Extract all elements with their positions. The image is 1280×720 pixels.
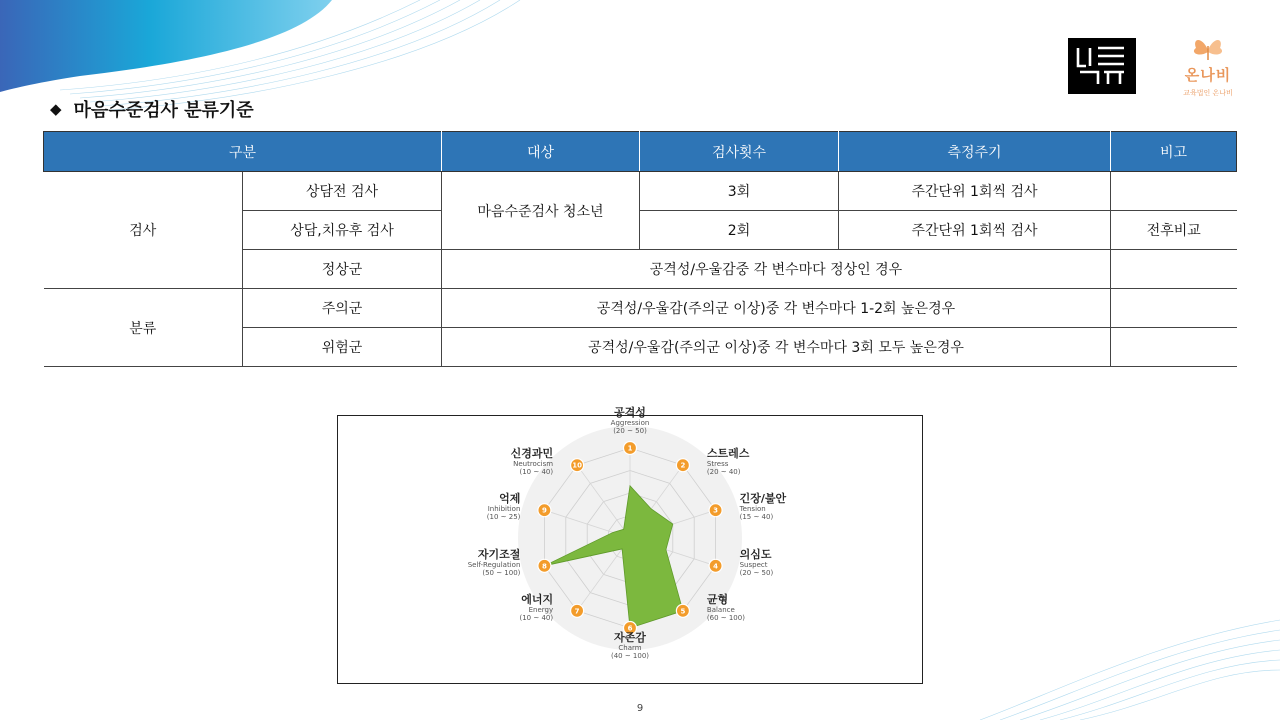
group-classification: 분류 bbox=[44, 289, 243, 367]
bullet-icon: ◆ bbox=[50, 100, 62, 118]
axis-label-name: 자기조절 bbox=[477, 547, 521, 561]
axis-number: 6 bbox=[627, 624, 633, 633]
row-cycle: 주간단위 1회씩 검사 bbox=[839, 211, 1111, 250]
axis-label-eng: Inhibition bbox=[487, 505, 521, 514]
axis-label-eng: Charm bbox=[618, 644, 642, 652]
axis-label-eng: Aggression bbox=[610, 419, 650, 427]
axis-number: 2 bbox=[680, 461, 686, 470]
row-note bbox=[1111, 250, 1237, 289]
header-category: 구분 bbox=[44, 132, 442, 172]
decorative-wave-bottom bbox=[980, 600, 1280, 720]
axis-number: 4 bbox=[713, 562, 719, 571]
row-note bbox=[1111, 289, 1237, 328]
radar-chart-frame bbox=[337, 406, 923, 684]
table-row bbox=[44, 172, 1237, 211]
table-header-row bbox=[44, 132, 1237, 172]
onnabi-logo bbox=[1168, 34, 1248, 100]
axis-label-name: 긴장/불안 bbox=[739, 492, 787, 506]
page-title-text: 마음수준검사 분류기준 bbox=[73, 100, 254, 121]
butterfly-icon bbox=[1188, 34, 1228, 64]
axis-number: 8 bbox=[541, 562, 547, 571]
row-note bbox=[1111, 172, 1237, 211]
row-note bbox=[1111, 328, 1237, 367]
axis-label-range: (20 ~ 40) bbox=[706, 468, 741, 477]
brand-logo-box bbox=[1068, 38, 1136, 94]
axis-label-eng: Balance bbox=[706, 605, 735, 614]
axis-number: 7 bbox=[574, 607, 580, 616]
row-cycle: 주간단위 1회씩 검사 bbox=[839, 172, 1111, 211]
row-description: 공격성/우울감중 각 변수마다 정상인 경우 bbox=[442, 250, 1111, 289]
axis-label-name: 억제 bbox=[499, 492, 521, 506]
row-target: 마음수준검사 청소년 bbox=[442, 172, 640, 250]
radar-chart bbox=[338, 406, 922, 683]
axis-label-eng: Suspect bbox=[739, 560, 768, 569]
axis-label-range: (10 ~ 40) bbox=[519, 613, 554, 622]
page-number: 9 bbox=[636, 703, 644, 714]
axis-label-name: 에너지 bbox=[521, 592, 554, 606]
row-count: 3회 bbox=[640, 172, 839, 211]
axis-label-name: 의심도 bbox=[739, 547, 772, 561]
axis-label-range: (60 ~ 100) bbox=[706, 613, 745, 622]
row-sub: 위험군 bbox=[243, 328, 442, 367]
classification-table bbox=[43, 131, 1237, 367]
axis-label-eng: Self-Regulation bbox=[467, 560, 521, 569]
row-count: 2회 bbox=[640, 211, 839, 250]
row-sub: 상담전 검사 bbox=[243, 172, 442, 211]
axis-label-range: (10 ~ 40) bbox=[519, 468, 554, 477]
axis-label-name: 자존감 bbox=[614, 631, 646, 644]
axis-number: 9 bbox=[541, 506, 547, 515]
row-description: 공격성/우울감(주의군 이상)중 각 변수마다 3회 모두 높은경우 bbox=[442, 328, 1111, 367]
row-note: 전후비교 bbox=[1111, 211, 1237, 250]
table-row bbox=[44, 289, 1237, 328]
axis-label-range: (15 ~ 40) bbox=[739, 513, 774, 522]
brand-logo-icon bbox=[1074, 44, 1130, 88]
decorative-wave-top bbox=[0, 0, 520, 110]
axis-number: 5 bbox=[680, 607, 686, 616]
row-sub: 정상군 bbox=[243, 250, 442, 289]
axis-label-name: 신경과민 bbox=[510, 447, 554, 461]
header-cycle: 측정주기 bbox=[839, 132, 1111, 172]
axis-label-eng: Tension bbox=[739, 505, 766, 514]
header-count: 검사횟수 bbox=[640, 132, 839, 172]
row-sub: 상담,치유후 검사 bbox=[243, 211, 442, 250]
axis-label-name: 공격성 bbox=[614, 406, 646, 419]
row-sub: 주의군 bbox=[243, 289, 442, 328]
axis-label-range: (10 ~ 25) bbox=[486, 513, 521, 522]
axis-label-range: (40 ~ 100) bbox=[610, 652, 650, 660]
axis-number: 3 bbox=[713, 506, 719, 515]
header-note: 비고 bbox=[1111, 132, 1237, 172]
axis-label-eng: Neutrocism bbox=[513, 460, 554, 469]
group-inspection: 검사 bbox=[44, 172, 243, 289]
axis-label-range: (50 ~ 100) bbox=[482, 568, 521, 577]
axis-label-range: (20 ~ 50) bbox=[613, 427, 647, 435]
onnabi-name: 온나비 bbox=[1184, 66, 1232, 84]
axis-number: 1 bbox=[627, 444, 633, 453]
header-target: 대상 bbox=[442, 132, 640, 172]
row-description: 공격성/우울감(주의군 이상)중 각 변수마다 1-2회 높은경우 bbox=[442, 289, 1111, 328]
axis-label-name: 스트레스 bbox=[706, 447, 750, 461]
axis-label-eng: Energy bbox=[528, 605, 554, 614]
axis-label-eng: Stress bbox=[706, 460, 729, 469]
page-title bbox=[50, 96, 254, 122]
axis-number: 10 bbox=[572, 461, 582, 470]
onnabi-subtitle: 교육법인 온나비 bbox=[1183, 89, 1233, 97]
axis-label-name: 균형 bbox=[706, 592, 729, 606]
axis-label-range: (20 ~ 50) bbox=[739, 568, 774, 577]
